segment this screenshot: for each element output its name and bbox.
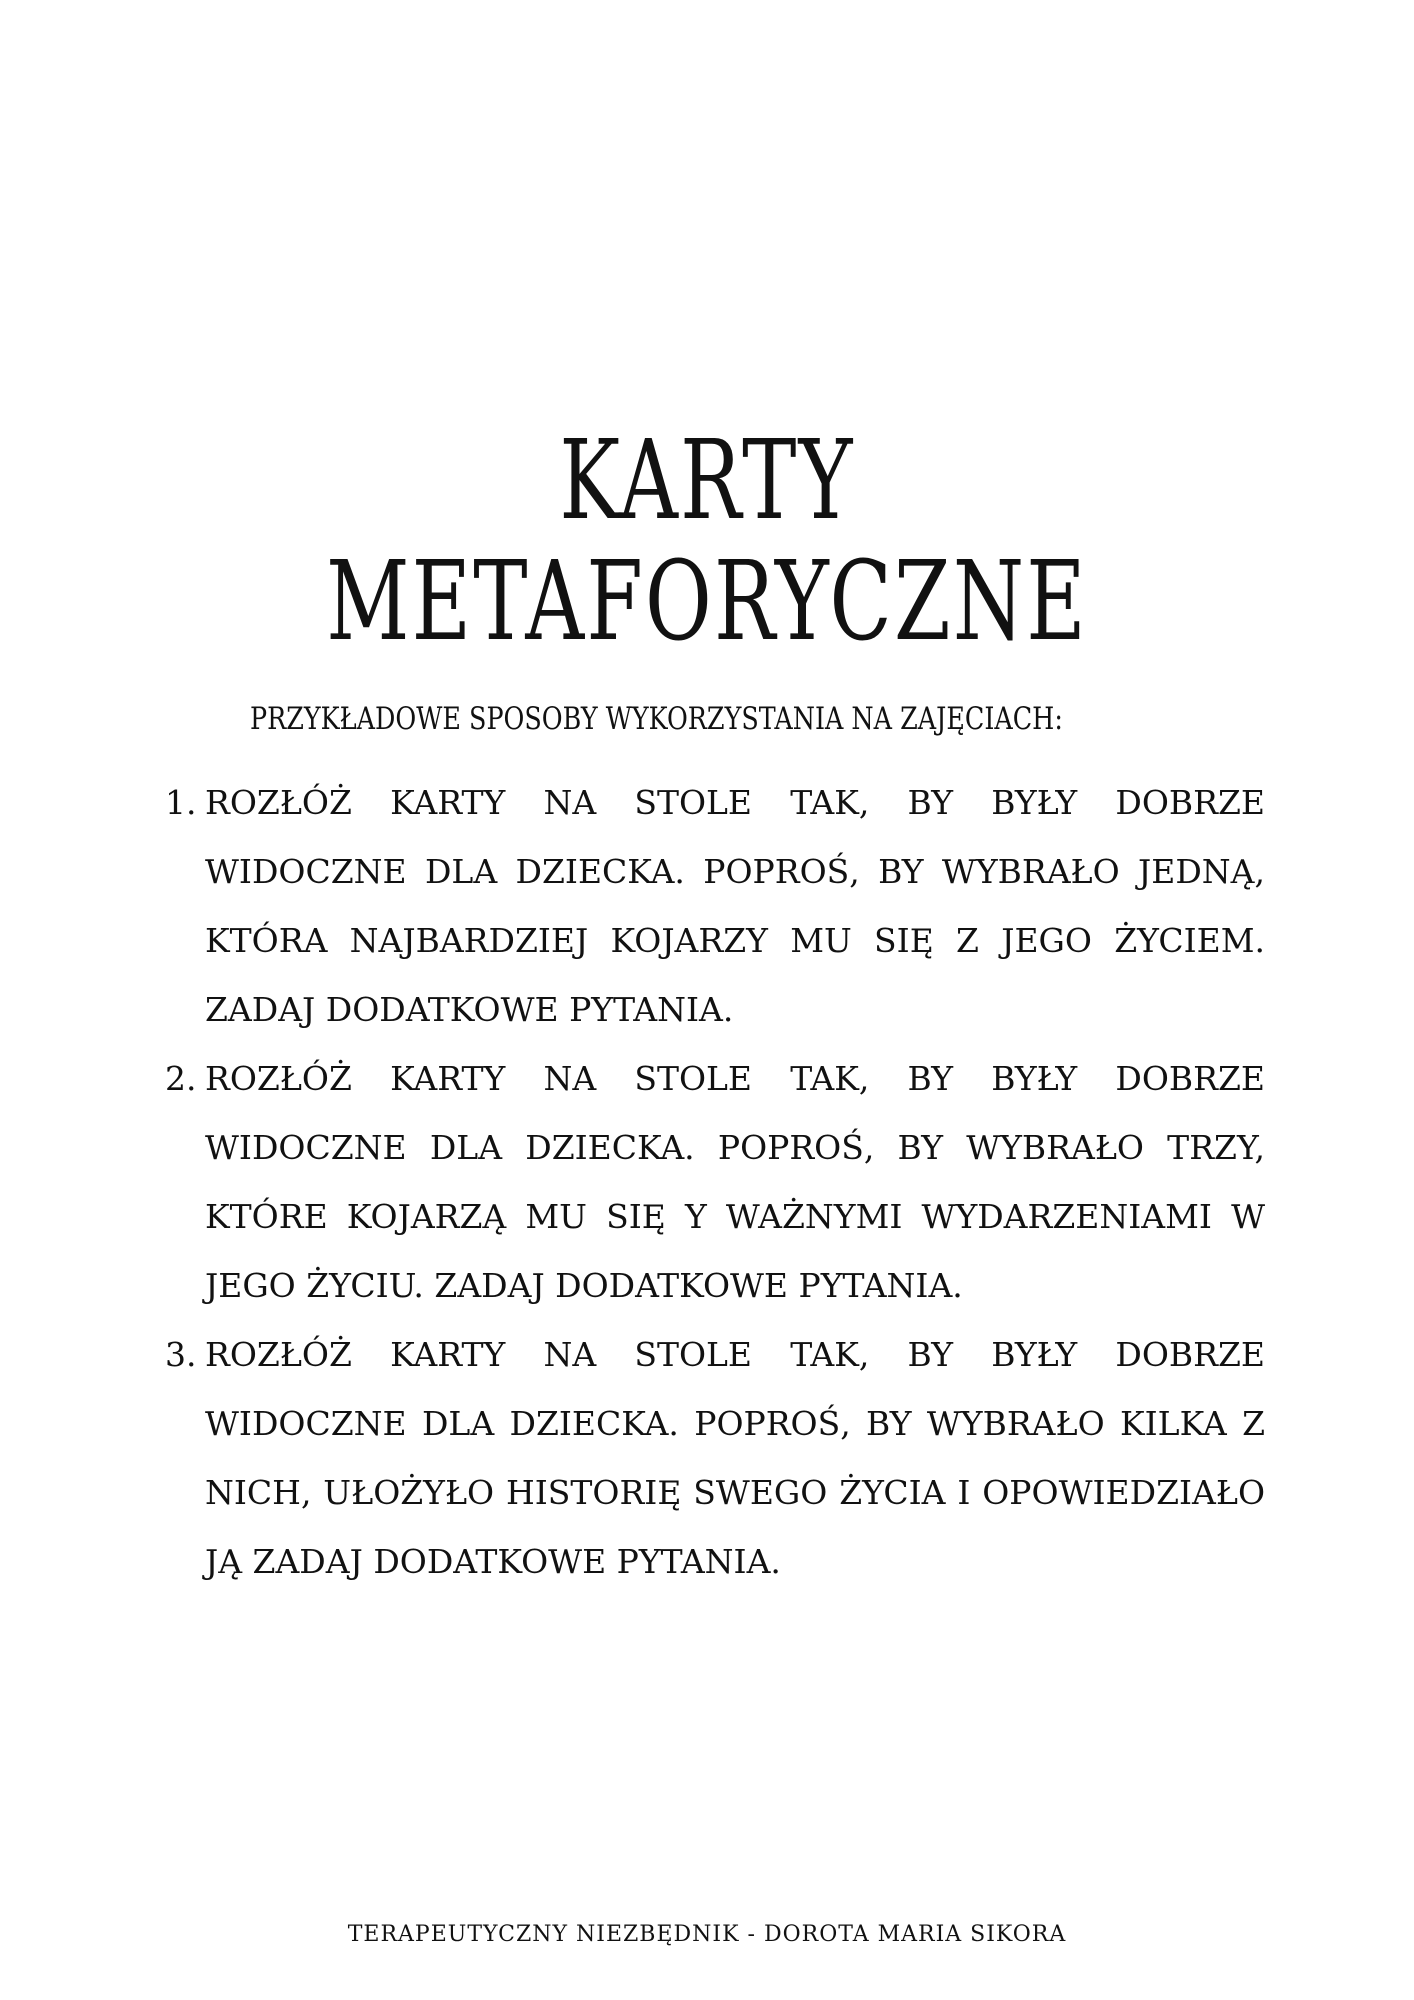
item-number: 2. [165, 1059, 197, 1098]
item-text: ROZŁÓŻ KARTY NA STOLE TAK, BY BYŁY DOBRZE WIDOCZNE DLA DZIECKA. POPROŚ, BY WYBRAŁO KILKA Z NICH, UŁOŻYŁO HISTORIĘ SWEGO ŻYCIA I OPOWIEDZIAŁO JĄ ZADAJ DODATKOWE PYTANIA. [205, 1335, 1265, 1581]
list-item [160, 1044, 1265, 1320]
item-text: ROZŁÓŻ KARTY NA STOLE TAK, BY BYŁY DOBRZE WIDOCZNE DLA DZIECKA. POPROŚ, BY WYBRAŁO TRZY, KTÓRE KOJARZĄ MU SIĘ Y WAŻNYMI WYDARZENIAMI W JEGO ŻYCIU. ZADAJ DODATKOWE PYTANIA. [205, 1059, 1265, 1305]
usage-list [160, 768, 1265, 1596]
page-title: KARTY METAFORYCZNE [326, 416, 1088, 665]
page-footer: TERAPEUTYCZNY NIEZBĘDNIK - DOROTA MARIA SIKORA [347, 1922, 1067, 1947]
list-item [160, 1320, 1265, 1596]
intro-heading: PRZYKŁADOWE SPOSOBY WYKORZYSTANIA NA ZAJĘCIACH: [250, 701, 1063, 737]
item-number: 3. [165, 1335, 197, 1374]
item-number: 1. [165, 783, 197, 822]
item-text: ROZŁÓŻ KARTY NA STOLE TAK, BY BYŁY DOBRZE WIDOCZNE DLA DZIECKA. POPROŚ, BY WYBRAŁO JEDNĄ, KTÓRA NAJBARDZIEJ KOJARZY MU SIĘ Z JEGO ŻYCIEM. ZADAJ DODATKOWE PYTANIA. [205, 783, 1265, 1029]
list-item [160, 768, 1265, 1044]
